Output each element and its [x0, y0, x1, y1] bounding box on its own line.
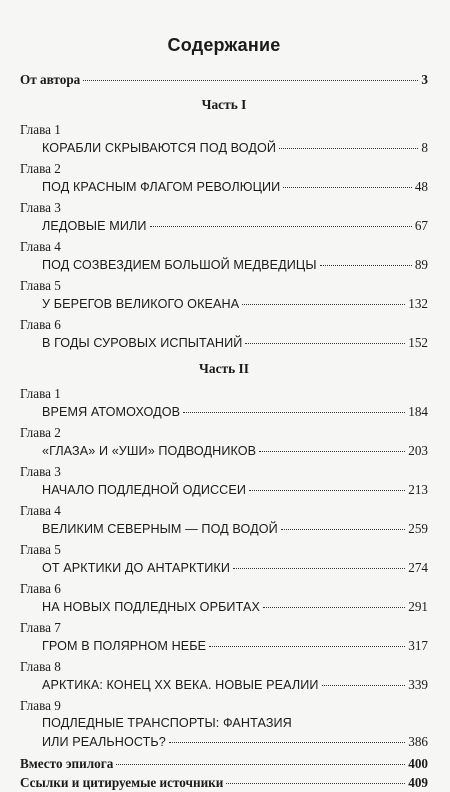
chapter-entry[interactable]: [20, 424, 428, 461]
chapter-label: Глава 3: [20, 464, 61, 479]
chapter-label: Глава 7: [20, 620, 61, 635]
part-heading: Часть II: [199, 361, 249, 376]
chapter-page: 8: [421, 140, 428, 155]
entry-page: 3: [421, 72, 428, 87]
chapter-label: Глава 3: [20, 200, 61, 215]
dot-leader: [150, 226, 412, 227]
chapter-title: ЛЕДОВЫЕ МИЛИ: [42, 219, 147, 233]
chapter-entry[interactable]: [20, 385, 428, 422]
page-title: Содержание: [167, 35, 281, 55]
chapter-page: 132: [408, 296, 428, 311]
entry-label: От автора: [20, 72, 81, 87]
chapter-entry[interactable]: [20, 277, 428, 314]
toc-entry-intro[interactable]: [20, 70, 428, 89]
chapter-label: Глава 8: [20, 659, 61, 674]
dot-leader: [320, 265, 412, 266]
chapter-label: Глава 2: [20, 425, 61, 440]
dot-leader: [249, 490, 405, 491]
dot-leader: [322, 685, 406, 686]
dot-leader: [116, 764, 405, 765]
chapter-page: 152: [408, 335, 428, 350]
dot-leader: [281, 529, 405, 530]
chapter-title: ВЕЛИКИМ СЕВЕРНЫМ — ПОД ВОДОЙ: [42, 522, 278, 536]
chapter-title: «ГЛАЗА» И «УШИ» ПОДВОДНИКОВ: [42, 444, 257, 458]
chapter-entry[interactable]: [20, 121, 428, 158]
chapter-entry[interactable]: [20, 199, 428, 236]
chapter-title: НАЧАЛО ПОДЛЕДНОЙ ОДИССЕИ: [42, 483, 247, 497]
chapter-entry[interactable]: [20, 316, 428, 353]
dot-leader: [283, 187, 412, 188]
entry-page: 409: [408, 775, 428, 790]
chapter-title-line1: ПОДЛЕДНЫЕ ТРАНСПОРТЫ: ФАНТАЗИЯ: [42, 716, 292, 730]
dot-leader: [226, 783, 405, 784]
dot-leader: [83, 80, 418, 81]
chapter-title: У БЕРЕГОВ ВЕЛИКОГО ОКЕАНА: [42, 297, 240, 311]
chapter-label: Глава 6: [20, 581, 61, 596]
chapter-entry[interactable]: [20, 619, 428, 656]
dot-leader: [183, 412, 405, 413]
dot-leader: [263, 607, 405, 608]
dot-leader: [279, 148, 418, 149]
chapter-label: Глава 4: [20, 239, 61, 254]
part-heading: Часть I: [201, 97, 247, 112]
chapter-entry[interactable]: [20, 580, 428, 617]
toc-entry-epilogue[interactable]: [20, 754, 428, 773]
dot-leader: [209, 646, 405, 647]
chapter-page: 203: [408, 443, 428, 458]
chapter-page: 339: [408, 677, 428, 692]
chapter-page: 317: [408, 638, 428, 653]
entry-label: Ссылки и цитируемые источники: [20, 775, 224, 790]
chapter-page: 89: [414, 257, 428, 272]
chapter-title: ГРОМ В ПОЛЯРНОМ НЕБЕ: [42, 639, 207, 653]
chapter-label: Глава 4: [20, 503, 61, 518]
entry-label: Вместо эпилога: [20, 756, 114, 771]
chapter-title: КОРАБЛИ СКРЫВАЮТСЯ ПОД ВОДОЙ: [42, 141, 277, 155]
dot-leader: [245, 343, 405, 344]
chapter-label: Глава 1: [20, 122, 61, 137]
chapter-entry[interactable]: [20, 463, 428, 500]
chapter-title: ВРЕМЯ АТОМОХОДОВ: [42, 405, 181, 419]
chapter-title: АРКТИКА: КОНЕЦ XX ВЕКА. НОВЫЕ РЕАЛИИ: [42, 678, 319, 692]
chapter-label: Глава 1: [20, 386, 61, 401]
dot-leader: [259, 451, 405, 452]
chapter-entry[interactable]: [20, 658, 428, 695]
chapter-title: В ГОДЫ СУРОВЫХ ИСПЫТАНИЙ: [42, 336, 243, 350]
chapter-title: ОТ АРКТИКИ ДО АНТАРКТИКИ: [42, 561, 231, 575]
dot-leader: [169, 742, 405, 743]
chapter-page: 386: [408, 734, 428, 749]
chapter-label: Глава 5: [20, 542, 61, 557]
chapter-label: Глава 2: [20, 161, 61, 176]
chapter-title: НА НОВЫХ ПОДЛЕДНЫХ ОРБИТАХ: [42, 600, 260, 614]
dot-leader: [242, 304, 405, 305]
chapter-entry[interactable]: [20, 541, 428, 578]
entry-page: 400: [408, 756, 428, 771]
chapter-label: Глава 6: [20, 317, 61, 332]
chapter-entry[interactable]: [20, 697, 428, 752]
chapter-label: Глава 9: [20, 698, 61, 713]
chapter-page: 184: [408, 404, 428, 419]
chapter-page: 48: [414, 179, 428, 194]
chapter-entry[interactable]: [20, 160, 428, 197]
chapter-entry[interactable]: [20, 238, 428, 275]
chapter-title: ПОД СОЗВЕЗДИЕМ БОЛЬШОЙ МЕДВЕДИЦЫ: [42, 258, 317, 272]
chapter-title-line2: ИЛИ РЕАЛЬНОСТЬ?: [42, 735, 166, 749]
chapter-page: 291: [408, 599, 428, 614]
chapter-page: 213: [408, 482, 428, 497]
chapter-page: 259: [408, 521, 428, 536]
chapter-page: 67: [414, 218, 428, 233]
chapter-entry[interactable]: [20, 502, 428, 539]
chapter-page: 274: [408, 560, 428, 575]
chapter-label: Глава 5: [20, 278, 61, 293]
dot-leader: [233, 568, 405, 569]
chapter-title: ПОД КРАСНЫМ ФЛАГОМ РЕВОЛЮЦИИ: [42, 180, 281, 194]
toc-entry-references[interactable]: [20, 773, 428, 792]
